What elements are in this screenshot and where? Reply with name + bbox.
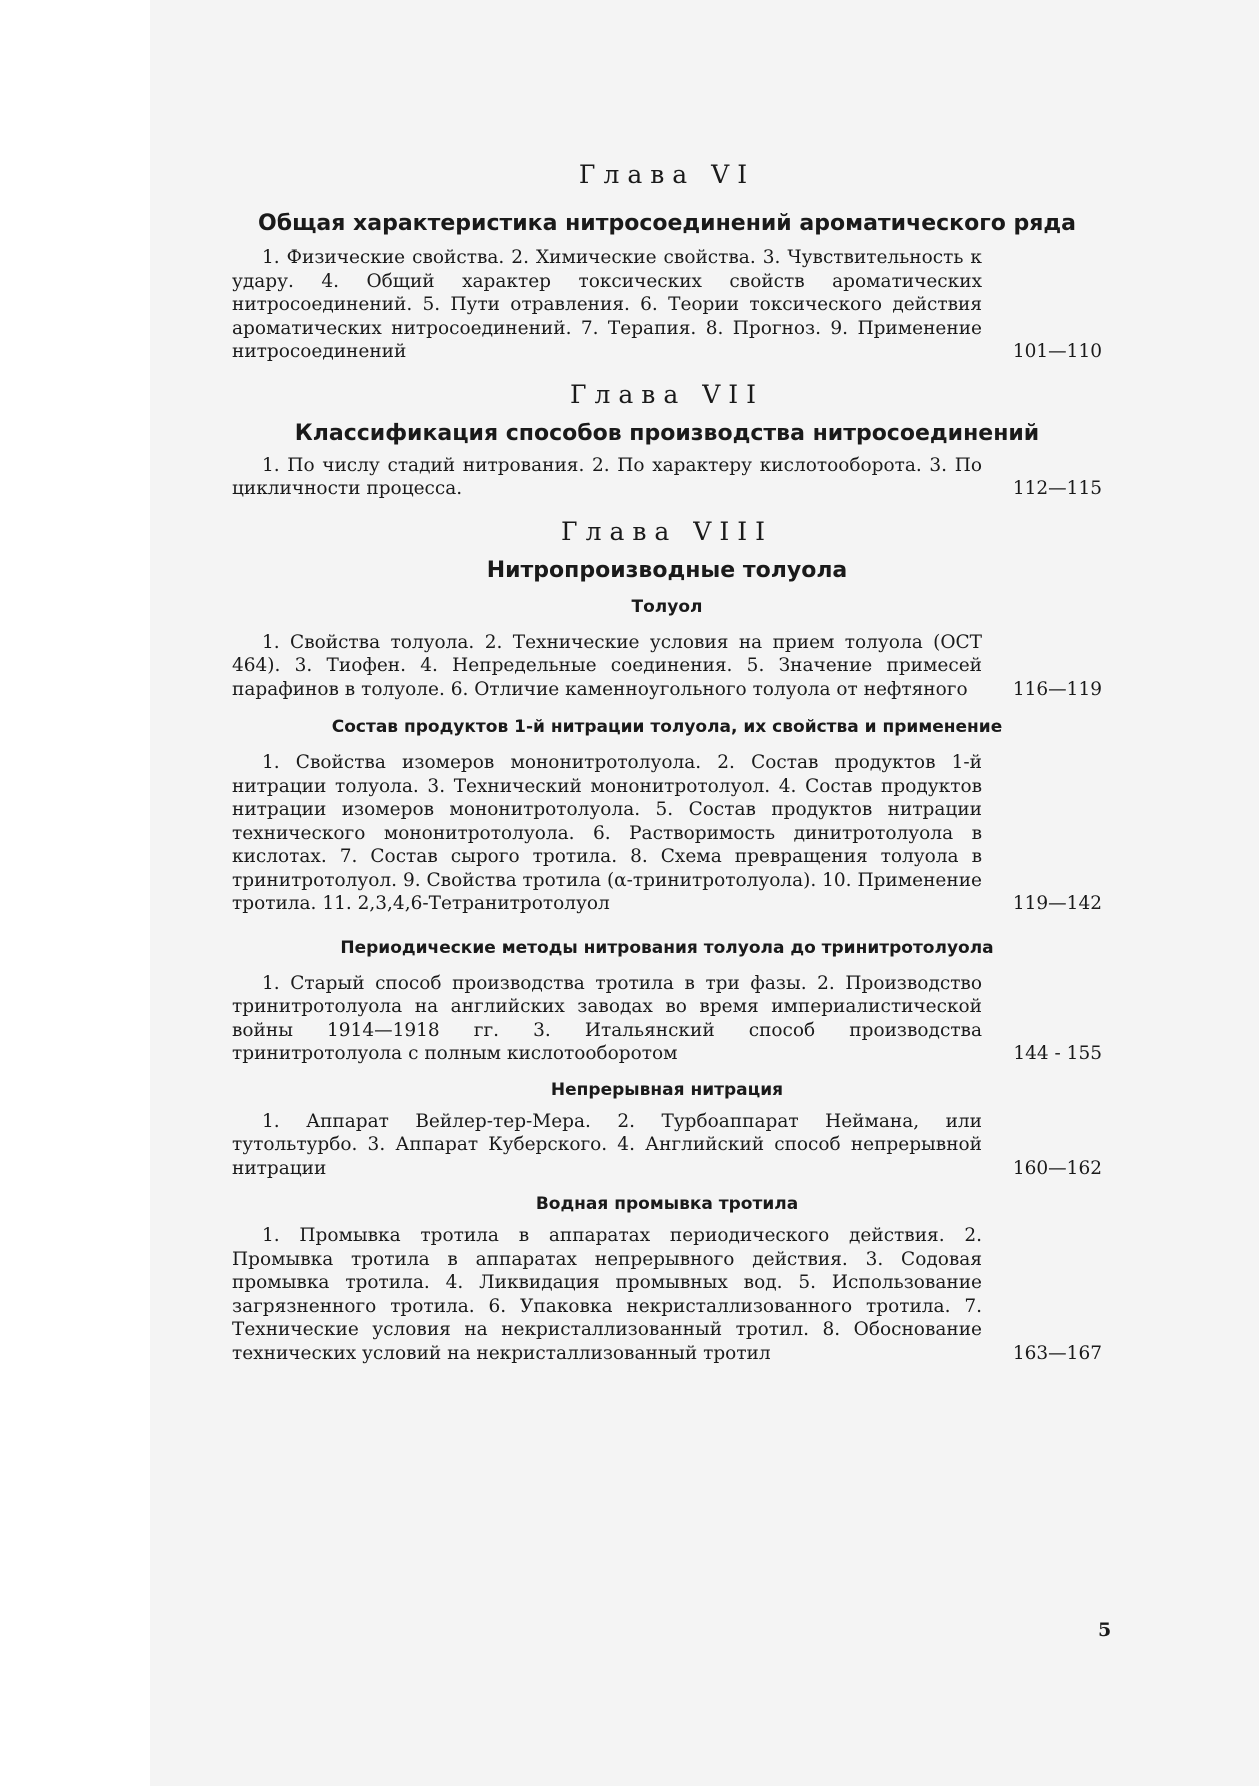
chapter-7-entry xyxy=(232,454,1102,501)
section-water-washing-entry xyxy=(232,1224,1102,1365)
chapter-7-contents: 1. По числу стадий нитрования. 2. По характеру кислотооборота. 3. По цикличности процесса. xyxy=(232,454,982,499)
chapter-6-pages: 101—110 xyxy=(1012,341,1102,362)
section-toluene-pages: 116—119 xyxy=(1012,678,1102,700)
chapter-6-title: Общая характеристика нитросоединений ароматического ряда xyxy=(258,211,1076,236)
section-toluene-entry xyxy=(232,631,1102,702)
section-toluene-contents: 1. Свойства толуола. 2. Технические условия на прием толуола (ОСТ 464). 3. Тиофен. 4. Непредельные соединения. 5. Значение примесей парафинов в толуоле. 6. Отличие каменноугольного толуола от нефтяного xyxy=(232,631,982,700)
section-continuous-nitration-pages: 160—162 xyxy=(1012,1157,1102,1179)
section-water-washing-pages: 163—167 xyxy=(1012,1342,1102,1364)
section-periodic-methods-title: Периодические методы нитрования толуола до тринитротолуола xyxy=(340,937,994,958)
section-nitration-products-title: Состав продуктов 1-й нитрации толуола, их свойства и применение xyxy=(331,717,1003,737)
chapter-7-pages: 112—115 xyxy=(1012,478,1102,499)
section-nitration-products-pages: 119—142 xyxy=(1012,893,1102,914)
section-nitration-products-entry xyxy=(232,751,1102,916)
chapter-6-heading: Глава VI xyxy=(578,160,756,189)
section-periodic-methods-contents: 1. Старый способ производства тротила в три фазы. 2. Производство тринитротолуола на английских заводах во время империалистической войны 1914—1918 гг. 3. Итальянский способ производства тринитротолуола с полным кислотооборотом xyxy=(232,972,982,1064)
table-of-contents xyxy=(232,160,1102,1365)
chapter-8-title: Нитропроизводные толуола xyxy=(486,557,848,583)
chapter-7-heading: Глава VII xyxy=(569,379,765,409)
page-number: 5 xyxy=(1098,1619,1112,1641)
section-periodic-methods-entry xyxy=(232,972,1102,1066)
chapter-8-heading: Глава VIII xyxy=(561,516,773,546)
section-continuous-nitration-title: Непрерывная нитрация xyxy=(550,1079,784,1100)
section-nitration-products-contents: 1. Свойства изомеров мононитротолуола. 2. Состав продуктов 1-й нитрации толуола. 3. Технический мононитротолуол. 4. Состав продуктов нитрации изомеров мононитротолуола. 5. Состав продуктов нитрации технического мононитротолуола. 6. Растворимость динитротолуола в кислотах. 7. Состав сырого тротила. 8. Схема превращения толуола в тринитротолуол. 9. Свойства тротила (α-тринитротолуола). 10. Применение тротила. 11. 2,3,4,6-Тетранитротолуол xyxy=(232,752,982,914)
section-continuous-nitration-contents: 1. Аппарат Вейлер-тер-Мера. 2. Турбоаппарат Неймана, или тутольтурбо. 3. Аппарат Куберского. 4. Английский способ непрерывной нитрации xyxy=(232,1110,982,1179)
chapter-6-entry xyxy=(232,246,1102,364)
section-water-washing-contents: 1. Промывка тротила в аппаратах периодического действия. 2. Промывка тротила в аппаратах непрерывного действия. 3. Содовая промывка тротила. 4. Ликвидация промывных вод. 5. Использование загрязненного тротила. 6. Упаковка некристаллизованного тротила. 7. Технические условия на некристаллизованный тротил. 8. Обоснование технических условий на некристаллизованный тротил xyxy=(232,1225,982,1364)
chapter-6-contents: 1. Физические свойства. 2. Химические свойства. 3. Чувствительность к удару. 4. Общий характер токсических свойств ароматических нитросоединений. 5. Пути отравления. 6. Теории токсического действия ароматических нитросоединений. 7. Терапия. 8. Прогноз. 9. Применение нитросоединений xyxy=(232,247,982,362)
section-periodic-methods-pages: 144 - 155 xyxy=(1013,1043,1102,1064)
section-continuous-nitration-entry xyxy=(232,1110,1102,1181)
section-toluene-title: Толуол xyxy=(631,596,703,617)
chapter-7-title: Классификация способов производства нитросоединений xyxy=(294,420,1040,446)
section-water-washing-title: Водная промывка тротила xyxy=(535,1194,799,1214)
